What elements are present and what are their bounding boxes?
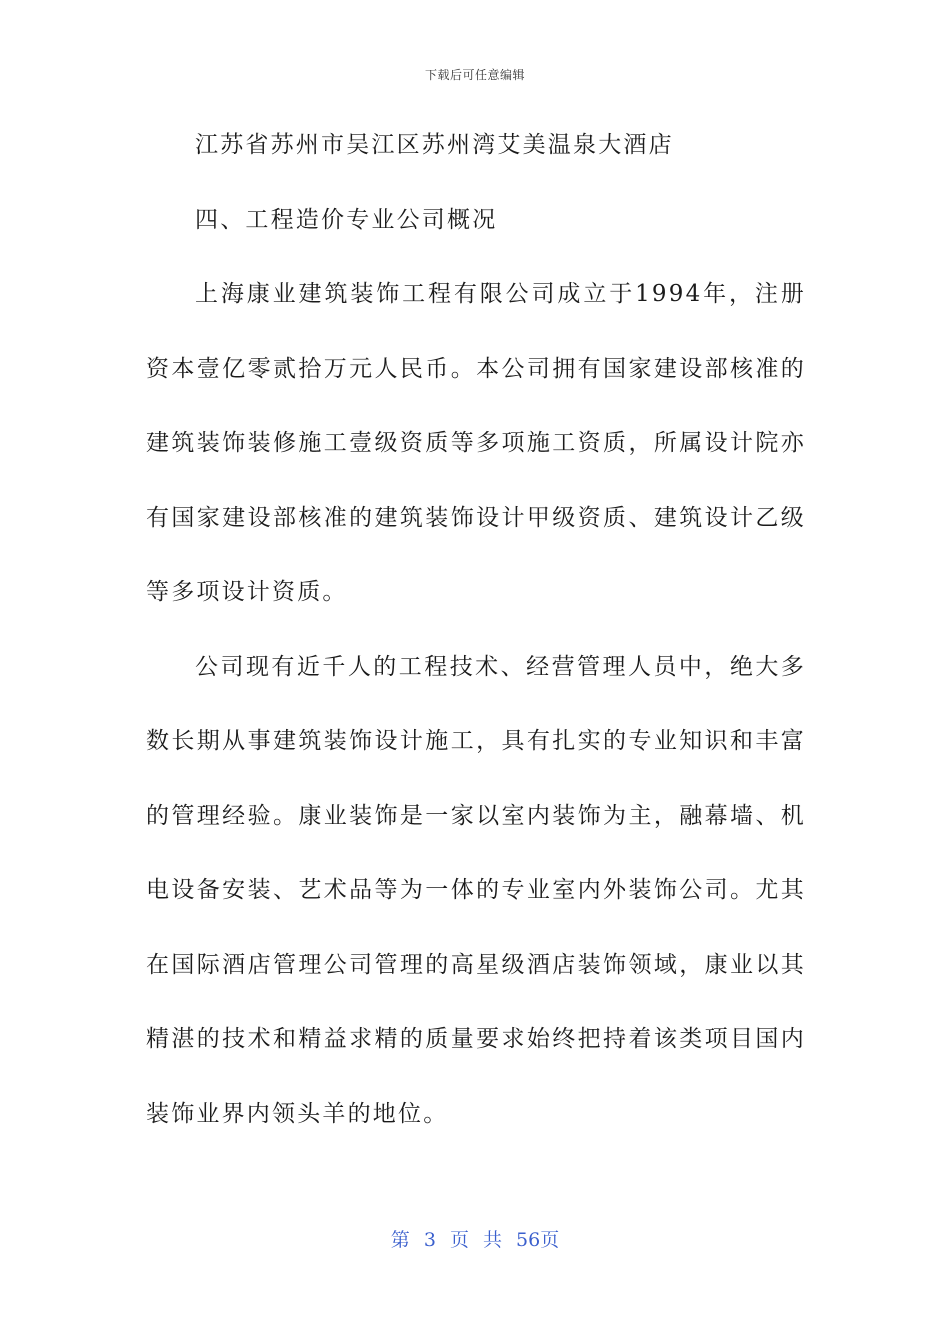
section-heading: 四、工程造价专业公司概况	[195, 206, 498, 233]
page-number-footer: 第 3 页 共 56页	[390, 1229, 560, 1251]
page-header: 下载后可任意编辑	[424, 68, 525, 82]
document-body	[146, 108, 806, 1151]
paragraph-address: 江苏省苏州市吴江区苏州湾艾美温泉大酒店	[195, 132, 674, 158]
paragraph-company-intro: 上海康业建筑装饰工程有限公司成立于1994年，注册资本壹亿零贰拾万元人民币。本公司拥有国家建设部核准的建筑装饰装修施工壹级资质等多项施工资质，所属设计院亦有国家建设部核准的建筑装饰设计甲级资质、建筑设计乙级等多项设计资质。	[146, 281, 806, 605]
paragraph-company-staff: 公司现有近千人的工程技术、经营管理人员中，绝大多数长期从事建筑装饰设计施工，具有扎实的专业知识和丰富的管理经验。康业装饰是一家以室内装饰为主，融幕墙、机电设备安装、艺术品等为一体的专业室内外装饰公司。尤其在国际酒店管理公司管理的高星级酒店装饰领域，康业以其精湛的技术和精益求精的质量要求始终把持着该类项目国内装饰业界内领头羊的地位。	[146, 653, 806, 1127]
